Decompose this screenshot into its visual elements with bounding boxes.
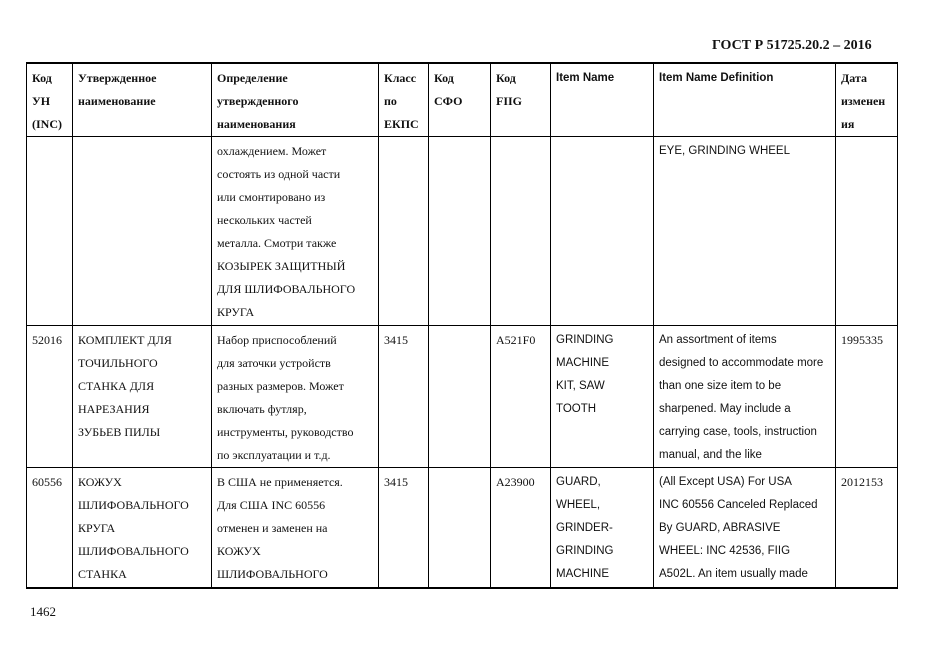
page-number: 1462 xyxy=(30,604,56,619)
cell-fiig: A521F0 xyxy=(491,326,551,468)
header-class: Класс по ЕКПС xyxy=(379,63,429,137)
cell-definition: В США не применяется. Для США INC 60556 отменен и заменен на КОЖУХ ШЛИФОВАЛЬНОГО xyxy=(212,468,379,589)
cell-item-name-definition: An assortment of items designed to accommodate more than one size item to be sharpened. May include a carrying case, tools, instruction manual, and the like xyxy=(654,326,836,468)
header-inc: Код УН (INC) xyxy=(27,63,73,137)
cell-sfo xyxy=(429,326,491,468)
cell-definition: Набор приспособлений для заточки устройств разных размеров. Может включать футляр, инструменты, руководство по эксплуатации и т.д. xyxy=(212,326,379,468)
header-change-date: Дата изменен ия xyxy=(836,63,898,137)
cell-item-name: GUARD, WHEEL, GRINDER- GRINDING MACHINE xyxy=(551,468,654,589)
cell-approved-name: КОЖУХ ШЛИФОВАЛЬНОГО КРУГА ШЛИФОВАЛЬНОГО СТАНКА xyxy=(73,468,212,589)
cell-fiig: A23900 xyxy=(491,468,551,589)
cell-class: 3415 xyxy=(379,468,429,589)
header-item-name: Item Name xyxy=(551,63,654,137)
header-fiig: Код FIIG xyxy=(491,63,551,137)
cell-definition: охлаждением. Может состоять из одной части или смонтировано из нескольких частей металла. Смотри также КОЗЫРЕК ЗАЩИТНЫЙ ДЛЯ ШЛИФОВАЛЬНОГО КРУГА xyxy=(212,137,379,326)
cell-item-name-definition: EYE, GRINDING WHEEL xyxy=(654,137,836,326)
cell-sfo xyxy=(429,137,491,326)
cell-inc: 60556 xyxy=(27,468,73,589)
cell-change-date: 2012153 xyxy=(836,468,898,589)
table-header-row xyxy=(27,63,898,137)
cell-change-date xyxy=(836,137,898,326)
cell-fiig xyxy=(491,137,551,326)
header-approved-name: Утвержденное наименование xyxy=(73,63,212,137)
header-sfo: Код СФО xyxy=(429,63,491,137)
cell-class: 3415 xyxy=(379,326,429,468)
document-header: ГОСТ Р 51725.20.2 – 2016 xyxy=(712,38,872,53)
cell-item-name: GRINDING MACHINE KIT, SAW TOOTH xyxy=(551,326,654,468)
header-definition: Определение утвержденного наименования xyxy=(212,63,379,137)
cell-item-name xyxy=(551,137,654,326)
table-row xyxy=(27,326,898,468)
catalog-table xyxy=(26,62,898,589)
header-item-name-definition: Item Name Definition xyxy=(654,63,836,137)
cell-inc xyxy=(27,137,73,326)
cell-item-name-definition: (All Except USA) For USA INC 60556 Canceled Replaced By GUARD, ABRASIVE WHEEL: INC 42536, FIIG A502L. An item usually made xyxy=(654,468,836,589)
cell-approved-name xyxy=(73,137,212,326)
cell-approved-name: КОМПЛЕКТ ДЛЯ ТОЧИЛЬНОГО СТАНКА ДЛЯ НАРЕЗАНИЯ ЗУБЬЕВ ПИЛЫ xyxy=(73,326,212,468)
cell-change-date: 1995335 xyxy=(836,326,898,468)
table-row xyxy=(27,468,898,589)
table-row xyxy=(27,137,898,326)
cell-inc: 52016 xyxy=(27,326,73,468)
cell-sfo xyxy=(429,468,491,589)
cell-class xyxy=(379,137,429,326)
